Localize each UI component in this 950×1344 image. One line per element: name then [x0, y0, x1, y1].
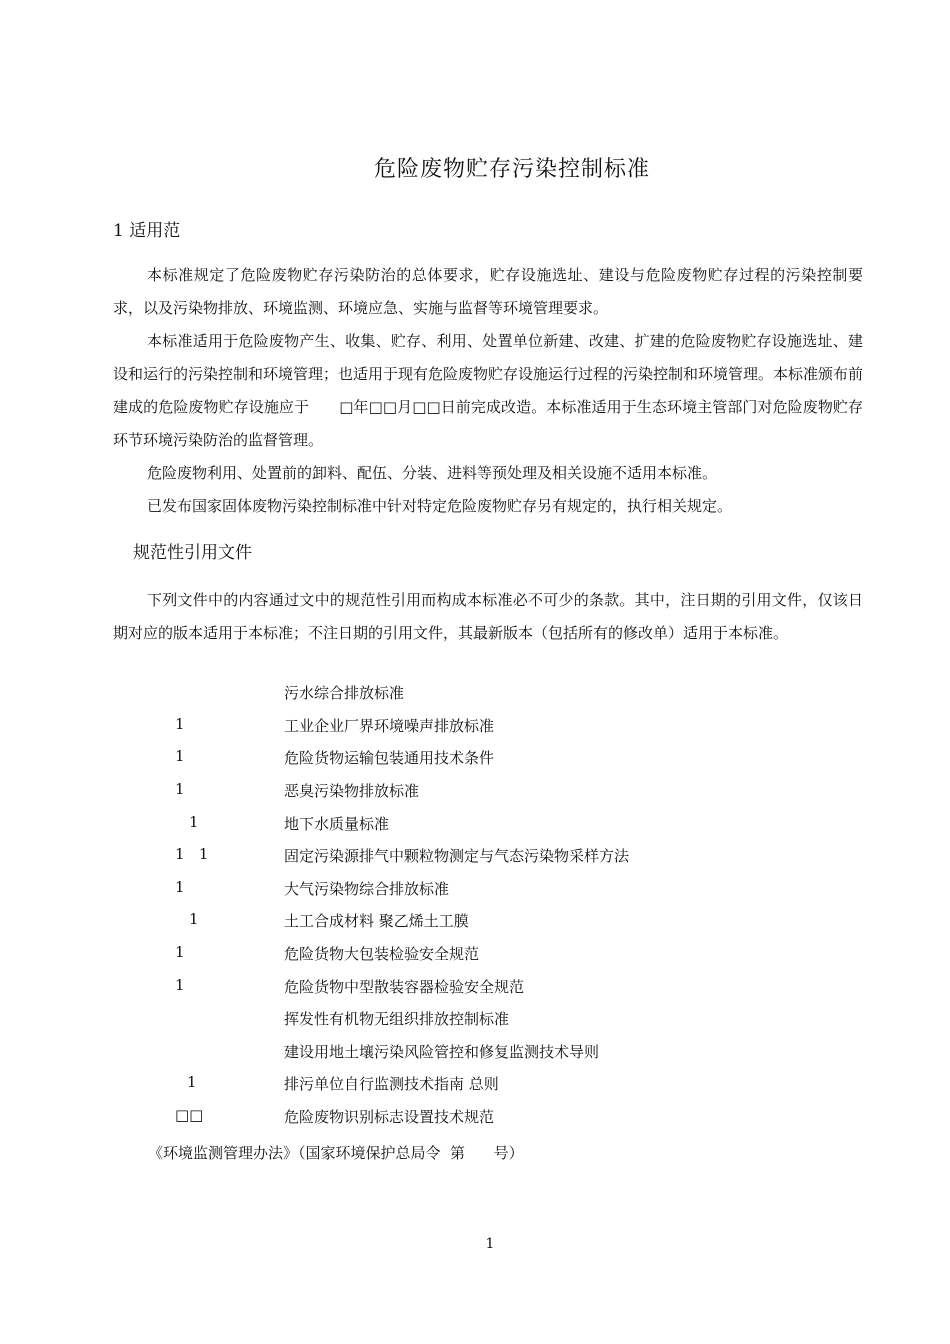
- list-item: [113, 943, 863, 969]
- reference-title: 建设用地土壤污染风险管控和修复监测技术导则: [284, 1043, 600, 1061]
- reference-code: 1: [175, 878, 185, 896]
- section-heading-normative-references: 规范性引用文件: [133, 543, 252, 563]
- reference-code: 1: [189, 813, 199, 831]
- reference-title: 危险货物运输包装通用技术条件: [284, 749, 495, 767]
- document-title: 危险废物贮存污染控制标准: [373, 157, 650, 182]
- list-item: [113, 976, 863, 1002]
- regulation-reference: 《环境监测管理办法》（国家环境保护总局令 第 号）: [148, 1144, 524, 1162]
- page-number: 1: [485, 1236, 495, 1252]
- list-item: [113, 747, 863, 773]
- reference-title: 危险货物中型散装容器检验安全规范: [284, 978, 525, 996]
- paragraph: 危险废物利用、处置前的卸料、配伍、分装、进料等预处理及相关设施不适用本标准。: [147, 464, 718, 482]
- reference-code: 1: [189, 910, 199, 928]
- list-item: [113, 715, 863, 741]
- list-item: [113, 910, 863, 936]
- reference-title: 大气污染物综合排放标准: [284, 880, 450, 898]
- paragraph: 本标准规定了危险废物贮存污染防治的总体要求，贮存设施选址、建设与危险废物贮存过程的污染控制要求，以及污染物排放、环境监测、环境应急、实施与监督等环境管理要求。: [113, 266, 863, 317]
- reference-title: 土工合成材料 聚乙烯土工膜: [284, 912, 469, 930]
- reference-title: 危险废物识别标志设置技术规范: [284, 1108, 495, 1126]
- reference-title: 工业企业厂界环境噪声排放标准: [284, 717, 495, 735]
- list-item: [113, 780, 863, 806]
- paragraph: 下列文件中的内容通过文中的规范性引用而构成本标准必不可少的条款。其中，注日期的引用文件，仅该日期对应的版本适用于本标准；不注日期的引用文件，其最新版本（包括所有的修改单）适用于本标准。: [113, 591, 863, 642]
- reference-code: 1: [175, 780, 185, 798]
- list-item: [113, 813, 863, 839]
- list-item: [113, 1008, 863, 1034]
- paragraph: 本标准适用于危险废物产生、收集、贮存、利用、处置单位新建、改建、扩建的危险废物贮存设施选址、建设和运行的污染控制和环境管理；也适用于现有危险废物贮存设施运行过程的污染控制和环境管理。本标准颁布前建成的危险废物贮存设施应于 □年□□月□□日前完成改造。本标准适用于生态环境主管部门对危险废物贮存环节环境污染防治的监督管理。: [113, 332, 864, 449]
- paragraph: 已发布国家固体废物污染控制标准中针对特定危险废物贮存另有规定的，执行相关规定。: [147, 497, 733, 515]
- reference-title: 排污单位自行监测技术指南 总则: [284, 1075, 499, 1093]
- reference-code: 1: [187, 1073, 197, 1091]
- list-item: [113, 1041, 863, 1067]
- reference-title: 恶臭污染物排放标准: [284, 782, 420, 800]
- reference-title: 地下水质量标准: [284, 815, 390, 833]
- list-item: [113, 1106, 863, 1132]
- reference-code: 1: [175, 715, 185, 733]
- reference-code: 1: [175, 747, 185, 765]
- section-heading-scope: 1 适用范: [113, 221, 181, 241]
- reference-code: 1: [175, 943, 185, 961]
- reference-code: 1: [175, 976, 185, 994]
- reference-title: 挥发性有机物无组织排放控制标准: [284, 1010, 510, 1028]
- reference-code: □□: [175, 1106, 204, 1124]
- reference-title: 污水综合排放标准: [284, 684, 405, 702]
- list-item: [113, 682, 863, 708]
- list-item: [113, 1073, 863, 1099]
- reference-code: 1 1: [175, 845, 209, 863]
- reference-title: 固定污染源排气中颗粒物测定与气态污染物采样方法: [284, 847, 630, 865]
- list-item: [113, 845, 863, 871]
- list-item: [113, 878, 863, 904]
- reference-title: 危险货物大包装检验安全规范: [284, 945, 480, 963]
